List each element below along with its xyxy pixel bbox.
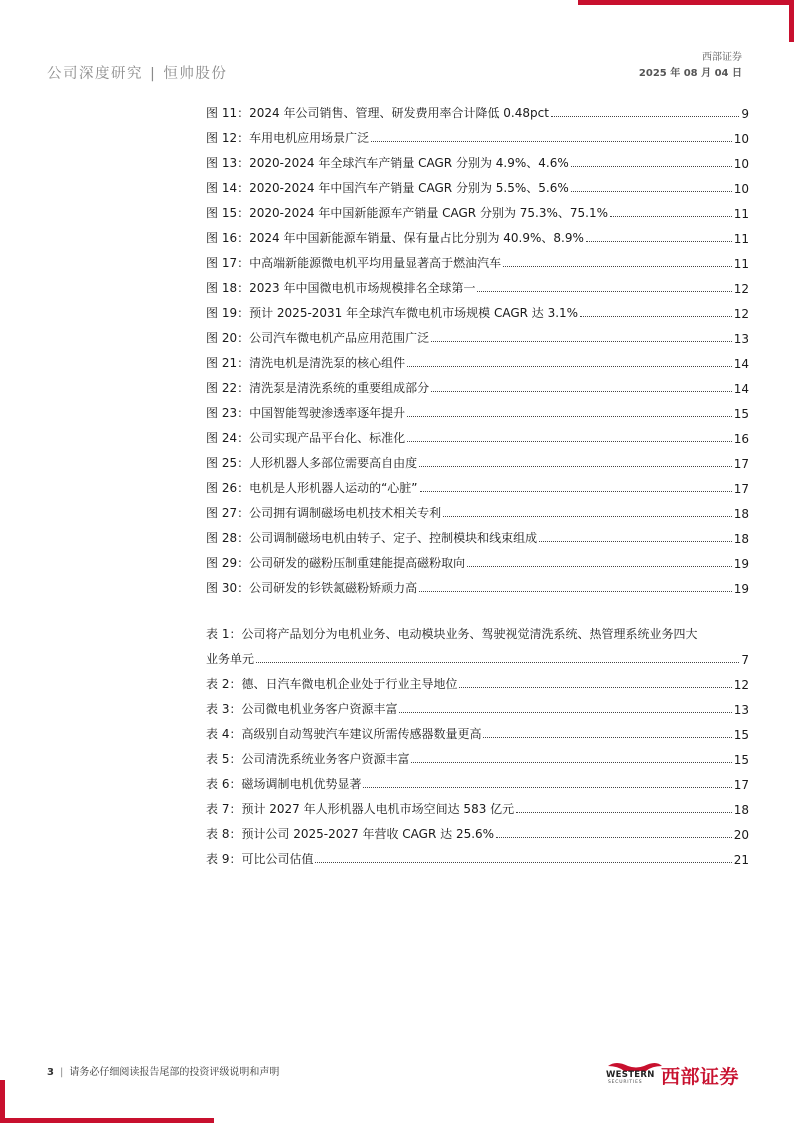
table-entry[interactable] bbox=[206, 617, 749, 667]
figure-entry-title: 车用电机应用场景广泛 bbox=[249, 131, 370, 145]
table-entry-label: 表 3： bbox=[206, 702, 242, 716]
table-entry[interactable] bbox=[206, 792, 749, 817]
figure-entry-title: 2020-2024 年中国新能源车产销量 CAGR 分别为 75.3%、75.1% bbox=[249, 206, 609, 220]
figure-entry-title: 2020-2024 年全球汽车产销量 CAGR 分别为 4.9%、4.6% bbox=[249, 156, 569, 170]
table-entry-title: 公司微电机业务客户资源丰富 bbox=[241, 702, 398, 716]
list-gap bbox=[206, 596, 749, 617]
table-entry-title: 预计 2027 年人形机器人电机市场空间达 583 亿元 bbox=[241, 802, 515, 816]
figure-entry-title: 公司调制磁场电机由转子、定子、控制模块和线束组成 bbox=[249, 531, 538, 545]
report-date: 2025 年 08 月 04 日 bbox=[638, 68, 742, 79]
figure-entry[interactable] bbox=[206, 396, 749, 421]
table-entry-title: 德、日汽车微电机企业处于行业主导地位 bbox=[241, 677, 458, 691]
figure-entry-label: 图 16： bbox=[206, 231, 250, 245]
figure-entry-page: 10 bbox=[733, 157, 749, 171]
dot-leader bbox=[419, 466, 732, 467]
dot-leader bbox=[407, 441, 732, 442]
dot-leader bbox=[431, 341, 732, 342]
figure-entry[interactable] bbox=[206, 171, 749, 196]
figure-entry-page: 17 bbox=[733, 457, 749, 471]
figure-entry-label: 图 20： bbox=[206, 331, 250, 345]
figure-entry-title: 预计 2025-2031 年全球汽车微电机市场规模 CAGR 达 3.1% bbox=[249, 306, 579, 320]
table-entry[interactable] bbox=[206, 817, 749, 842]
table-entry-page: 20 bbox=[733, 828, 749, 842]
footer bbox=[47, 1063, 279, 1078]
figure-entry-page: 17 bbox=[733, 482, 749, 496]
figure-entry[interactable] bbox=[206, 96, 749, 121]
table-entry[interactable] bbox=[206, 692, 749, 717]
table-of-contents bbox=[206, 96, 749, 867]
figure-entry[interactable] bbox=[206, 471, 749, 496]
report-category-header bbox=[47, 62, 227, 83]
table-entry-page: 18 bbox=[733, 803, 749, 817]
dot-leader bbox=[477, 291, 731, 292]
figure-entry-title: 2020-2024 年中国汽车产销量 CAGR 分别为 5.5%、5.6% bbox=[249, 181, 569, 195]
table-entry-label: 表 9： bbox=[206, 852, 242, 866]
dot-leader bbox=[539, 541, 732, 542]
dot-leader bbox=[399, 712, 731, 713]
figure-entry-label: 图 30： bbox=[206, 581, 250, 595]
figure-entry-title: 人形机器人多部位需要高自由度 bbox=[249, 456, 418, 470]
logo-en-name: WESTERN bbox=[606, 1070, 655, 1080]
figure-entry-page: 18 bbox=[733, 507, 749, 521]
figure-entry-page: 13 bbox=[733, 332, 749, 346]
figure-entry-label: 图 14： bbox=[206, 181, 250, 195]
figure-entry-label: 图 12： bbox=[206, 131, 250, 145]
table-entry-page: 13 bbox=[733, 703, 749, 717]
dot-leader bbox=[503, 266, 732, 267]
dot-leader bbox=[496, 837, 732, 838]
dot-leader bbox=[443, 516, 732, 517]
table-entry-title: 预计公司 2025-2027 年营收 CAGR 达 25.6% bbox=[241, 827, 495, 841]
table-entry[interactable] bbox=[206, 667, 749, 692]
figure-entry[interactable] bbox=[206, 246, 749, 271]
table-entry[interactable] bbox=[206, 842, 749, 867]
figure-entry-label: 图 26： bbox=[206, 481, 250, 495]
figure-entry-title: 公司实现产品平台化、标准化 bbox=[249, 431, 406, 445]
footer-disclaimer: 请务必仔细阅读报告尾部的投资评级说明和声明 bbox=[69, 1067, 280, 1078]
dot-leader bbox=[407, 416, 732, 417]
dot-leader bbox=[315, 862, 731, 863]
table-entry-page: 12 bbox=[733, 678, 749, 692]
figure-entry-title: 中高端新能源微电机平均用量显著高于燃油汽车 bbox=[249, 256, 502, 270]
table-entry-page: 15 bbox=[733, 728, 749, 742]
dot-leader bbox=[580, 316, 732, 317]
table-entry-label: 表 2： bbox=[206, 677, 242, 691]
dot-leader bbox=[459, 687, 731, 688]
figure-entry[interactable] bbox=[206, 571, 749, 596]
figure-entry-title: 中国智能驾驶渗透率逐年提升 bbox=[249, 406, 406, 420]
figure-entry-label: 图 19： bbox=[206, 306, 250, 320]
figure-entry-title: 2024 年中国新能源车销量、保有量占比分别为 40.9%、8.9% bbox=[249, 231, 584, 245]
table-entry-label: 表 8： bbox=[206, 827, 242, 841]
dot-leader bbox=[551, 116, 739, 117]
table-entry[interactable] bbox=[206, 717, 749, 742]
table-entry-page: 15 bbox=[733, 753, 749, 767]
figure-entry[interactable] bbox=[206, 146, 749, 171]
table-entry[interactable] bbox=[206, 767, 749, 792]
table-entry-page: 17 bbox=[733, 778, 749, 792]
figure-entry-title: 清洗泵是清洗系统的重要组成部分 bbox=[249, 381, 430, 395]
figure-entry[interactable] bbox=[206, 346, 749, 371]
dot-leader bbox=[571, 166, 732, 167]
table-entry-line bbox=[206, 642, 749, 667]
dot-leader bbox=[420, 491, 732, 492]
figure-entry-page: 15 bbox=[733, 407, 749, 421]
table-entry-label: 表 1： bbox=[206, 627, 242, 641]
figure-entry-page: 18 bbox=[733, 532, 749, 546]
figure-entry-page: 19 bbox=[733, 582, 749, 596]
figure-entry-page: 11 bbox=[733, 257, 749, 271]
page-number: 3 bbox=[47, 1067, 54, 1078]
dot-leader bbox=[483, 737, 731, 738]
figure-entry-title: 公司汽车微电机产品应用范围广泛 bbox=[249, 331, 430, 345]
figure-entry-page: 12 bbox=[733, 307, 749, 321]
figure-entry-page: 14 bbox=[733, 382, 749, 396]
table-entry-title: 公司清洗系统业务客户资源丰富 bbox=[241, 752, 410, 766]
dot-leader bbox=[431, 391, 732, 392]
figure-entry-page: 11 bbox=[733, 232, 749, 246]
figure-entry-title: 2024 年公司销售、管理、研发费用率合计降低 0.48pct bbox=[249, 106, 549, 120]
table-entry-title: 磁场调制电机优势显著 bbox=[241, 777, 362, 791]
table-entry-page: 21 bbox=[733, 853, 749, 867]
header-separator: | bbox=[150, 66, 157, 82]
figure-entry-label: 图 24： bbox=[206, 431, 250, 445]
table-entry[interactable] bbox=[206, 742, 749, 767]
table-entry-line bbox=[206, 617, 749, 642]
figure-entry-page: 16 bbox=[733, 432, 749, 446]
figure-entry-page: 11 bbox=[733, 207, 749, 221]
dot-leader bbox=[407, 366, 732, 367]
table-entry-label: 表 5： bbox=[206, 752, 242, 766]
figure-entry[interactable] bbox=[206, 221, 749, 246]
figure-entry-title: 公司研发的磁粉压制重建能提高磁粉取向 bbox=[249, 556, 466, 570]
figure-entry-label: 图 29： bbox=[206, 556, 250, 570]
dot-leader bbox=[571, 191, 732, 192]
dot-leader bbox=[516, 812, 732, 813]
figure-entry-title: 电机是人形机器人运动的“心脏” bbox=[249, 481, 418, 495]
dot-leader bbox=[371, 141, 732, 142]
figure-entry[interactable] bbox=[206, 196, 749, 221]
broker-name: 西部证券 bbox=[702, 52, 742, 63]
logo-en-sub: SECURITIES bbox=[608, 1080, 643, 1085]
dot-leader bbox=[256, 662, 739, 663]
figure-entry-label: 图 18： bbox=[206, 281, 250, 295]
figure-entry-label: 图 11： bbox=[206, 106, 250, 120]
dot-leader bbox=[586, 241, 732, 242]
figure-entry-label: 图 13： bbox=[206, 156, 250, 170]
figure-entry-page: 12 bbox=[733, 282, 749, 296]
figure-entry-label: 图 28： bbox=[206, 531, 250, 545]
table-entry-label: 表 7： bbox=[206, 802, 242, 816]
table-entry-label: 表 6： bbox=[206, 777, 242, 791]
figure-entry[interactable] bbox=[206, 371, 749, 396]
dot-leader bbox=[363, 787, 731, 788]
table-entry-page: 7 bbox=[741, 653, 749, 667]
figure-entry[interactable] bbox=[206, 121, 749, 146]
figure-entry[interactable] bbox=[206, 496, 749, 521]
figure-entry-title: 公司研发的钐铁氮磁粉矫顽力高 bbox=[249, 581, 418, 595]
corner-accent-top-right-vertical bbox=[789, 0, 794, 42]
figure-entry[interactable] bbox=[206, 446, 749, 471]
dot-leader bbox=[411, 762, 731, 763]
figure-entry[interactable] bbox=[206, 521, 749, 546]
corner-accent-bottom-left bbox=[0, 1118, 214, 1123]
corner-accent-top-right bbox=[578, 0, 794, 5]
figure-entry-page: 9 bbox=[741, 107, 749, 121]
footer-separator: | bbox=[59, 1067, 64, 1078]
dot-leader bbox=[610, 216, 732, 217]
figure-entry-page: 10 bbox=[733, 132, 749, 146]
figure-entry-title: 公司拥有调制磁场电机技术相关专利 bbox=[249, 506, 442, 520]
header-meta bbox=[639, 50, 742, 82]
corner-accent-bottom-left-vertical bbox=[0, 1080, 5, 1123]
logo-cn-name: 西部证券 bbox=[661, 1066, 740, 1088]
figure-list bbox=[206, 96, 749, 596]
figure-entry-label: 图 15： bbox=[206, 206, 250, 220]
report-section: 公司深度研究 bbox=[47, 66, 143, 82]
figure-entry-label: 图 21： bbox=[206, 356, 250, 370]
figure-entry[interactable] bbox=[206, 421, 749, 446]
figure-entry-page: 10 bbox=[733, 182, 749, 196]
figure-entry-label: 图 22： bbox=[206, 381, 250, 395]
table-entry-label: 表 4： bbox=[206, 727, 242, 741]
figure-entry-title: 清洗电机是清洗泵的核心组件 bbox=[249, 356, 406, 370]
table-entry-title: 公司将产品划分为电机业务、电动模块业务、驾驶视觉清洗系统、热管理系统业务四大 bbox=[241, 627, 698, 641]
figure-entry-label: 图 25： bbox=[206, 456, 250, 470]
figure-entry-page: 14 bbox=[733, 357, 749, 371]
figure-entry-label: 图 17： bbox=[206, 256, 250, 270]
dot-leader bbox=[419, 591, 732, 592]
table-entry-title: 高级别自动驾驶汽车建议所需传感器数量更高 bbox=[241, 727, 482, 741]
figure-entry[interactable] bbox=[206, 546, 749, 571]
figure-entry[interactable] bbox=[206, 296, 749, 321]
table-entry-title-cont: 业务单元 bbox=[206, 652, 255, 666]
figure-entry[interactable] bbox=[206, 271, 749, 296]
figure-entry-label: 图 27： bbox=[206, 506, 250, 520]
company-name: 恒帅股份 bbox=[163, 66, 228, 82]
figure-entry-label: 图 23： bbox=[206, 406, 250, 420]
figure-entry-page: 19 bbox=[733, 557, 749, 571]
figure-entry[interactable] bbox=[206, 321, 749, 346]
table-entry-title: 可比公司估值 bbox=[241, 852, 314, 866]
figure-entry-title: 2023 年中国微电机市场规模排名全球第一 bbox=[249, 281, 476, 295]
table-list bbox=[206, 617, 749, 867]
dot-leader bbox=[467, 566, 732, 567]
